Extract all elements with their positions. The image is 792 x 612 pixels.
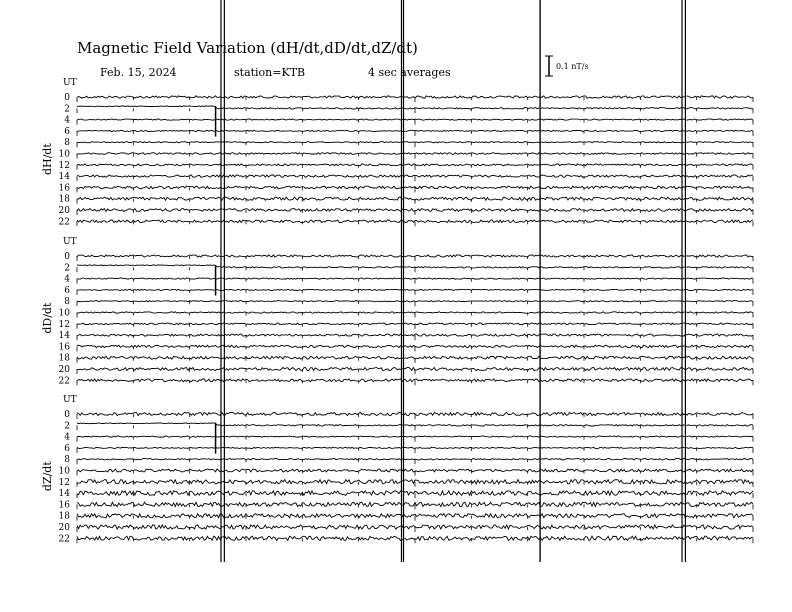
hour-tick-label: 2 <box>64 421 70 432</box>
averaging-label: 4 sec averages <box>368 66 451 79</box>
hour-tick-label: 6 <box>64 285 70 296</box>
hour-tick-label: 2 <box>64 263 70 274</box>
trace-8h <box>77 142 753 143</box>
hour-tick-label: 0 <box>64 93 70 103</box>
hour-tick-label: 18 <box>58 511 70 522</box>
hour-tick-label: 0 <box>64 410 70 420</box>
hour-tick-label: 14 <box>58 489 70 500</box>
trace-2h <box>77 265 753 268</box>
hour-tick-label: 12 <box>58 160 70 171</box>
hour-tick-label: 8 <box>64 138 70 149</box>
hour-tick-label: 20 <box>58 206 70 216</box>
hour-tick-label: 20 <box>58 365 70 375</box>
y-axis-label: dZ/dt <box>41 461 54 492</box>
hour-tick-label: 18 <box>58 353 70 364</box>
panel-dZ-dt <box>41 395 753 544</box>
ut-label: UT <box>63 78 77 88</box>
hour-tick-label: 6 <box>64 126 70 137</box>
trace-8h <box>77 301 753 302</box>
hour-tick-label: 22 <box>58 534 70 545</box>
hour-tick-label: 0 <box>64 252 70 262</box>
hour-tick-label: 12 <box>58 477 70 488</box>
hour-tick-label: 16 <box>58 342 70 353</box>
hour-tick-label: 20 <box>58 523 70 533</box>
panel-dD-dt <box>41 237 753 386</box>
hour-tick-label: 14 <box>58 331 70 342</box>
trace-2h <box>77 423 753 426</box>
ut-label: UT <box>63 237 77 247</box>
hour-tick-label: 8 <box>64 297 70 308</box>
y-axis-label: dH/dt <box>41 143 54 176</box>
chart-title: Magnetic Field Variation (dH/dt,dD/dt,dZ/dt) <box>77 39 418 57</box>
hour-tick-label: 22 <box>58 376 70 387</box>
hour-tick-label: 10 <box>58 149 70 160</box>
hour-tick-label: 16 <box>58 183 70 194</box>
hour-tick-label: 6 <box>64 443 70 454</box>
hour-tick-label: 12 <box>58 319 70 330</box>
scale-bar <box>545 56 589 76</box>
panel-dH-dt <box>41 78 753 227</box>
hour-tick-label: 2 <box>64 104 70 115</box>
hour-tick-label: 4 <box>64 115 70 126</box>
station-label: station=KTB <box>234 66 306 79</box>
hour-tick-label: 22 <box>58 217 70 228</box>
hour-tick-label: 18 <box>58 194 70 205</box>
hour-tick-label: 14 <box>58 172 70 183</box>
trace-12h <box>77 323 753 325</box>
scale-label: 0.1 nT/s <box>556 62 589 71</box>
ut-label: UT <box>63 395 77 405</box>
hour-tick-label: 10 <box>58 466 70 477</box>
y-axis-label: dD/dt <box>41 302 54 334</box>
hour-tick-label: 16 <box>58 500 70 511</box>
date-label: Feb. 15, 2024 <box>100 66 177 79</box>
hour-tick-label: 10 <box>58 308 70 319</box>
hour-tick-label: 8 <box>64 455 70 466</box>
hour-tick-label: 4 <box>64 274 70 285</box>
hour-tick-label: 4 <box>64 432 70 443</box>
trace-4h <box>77 436 753 437</box>
